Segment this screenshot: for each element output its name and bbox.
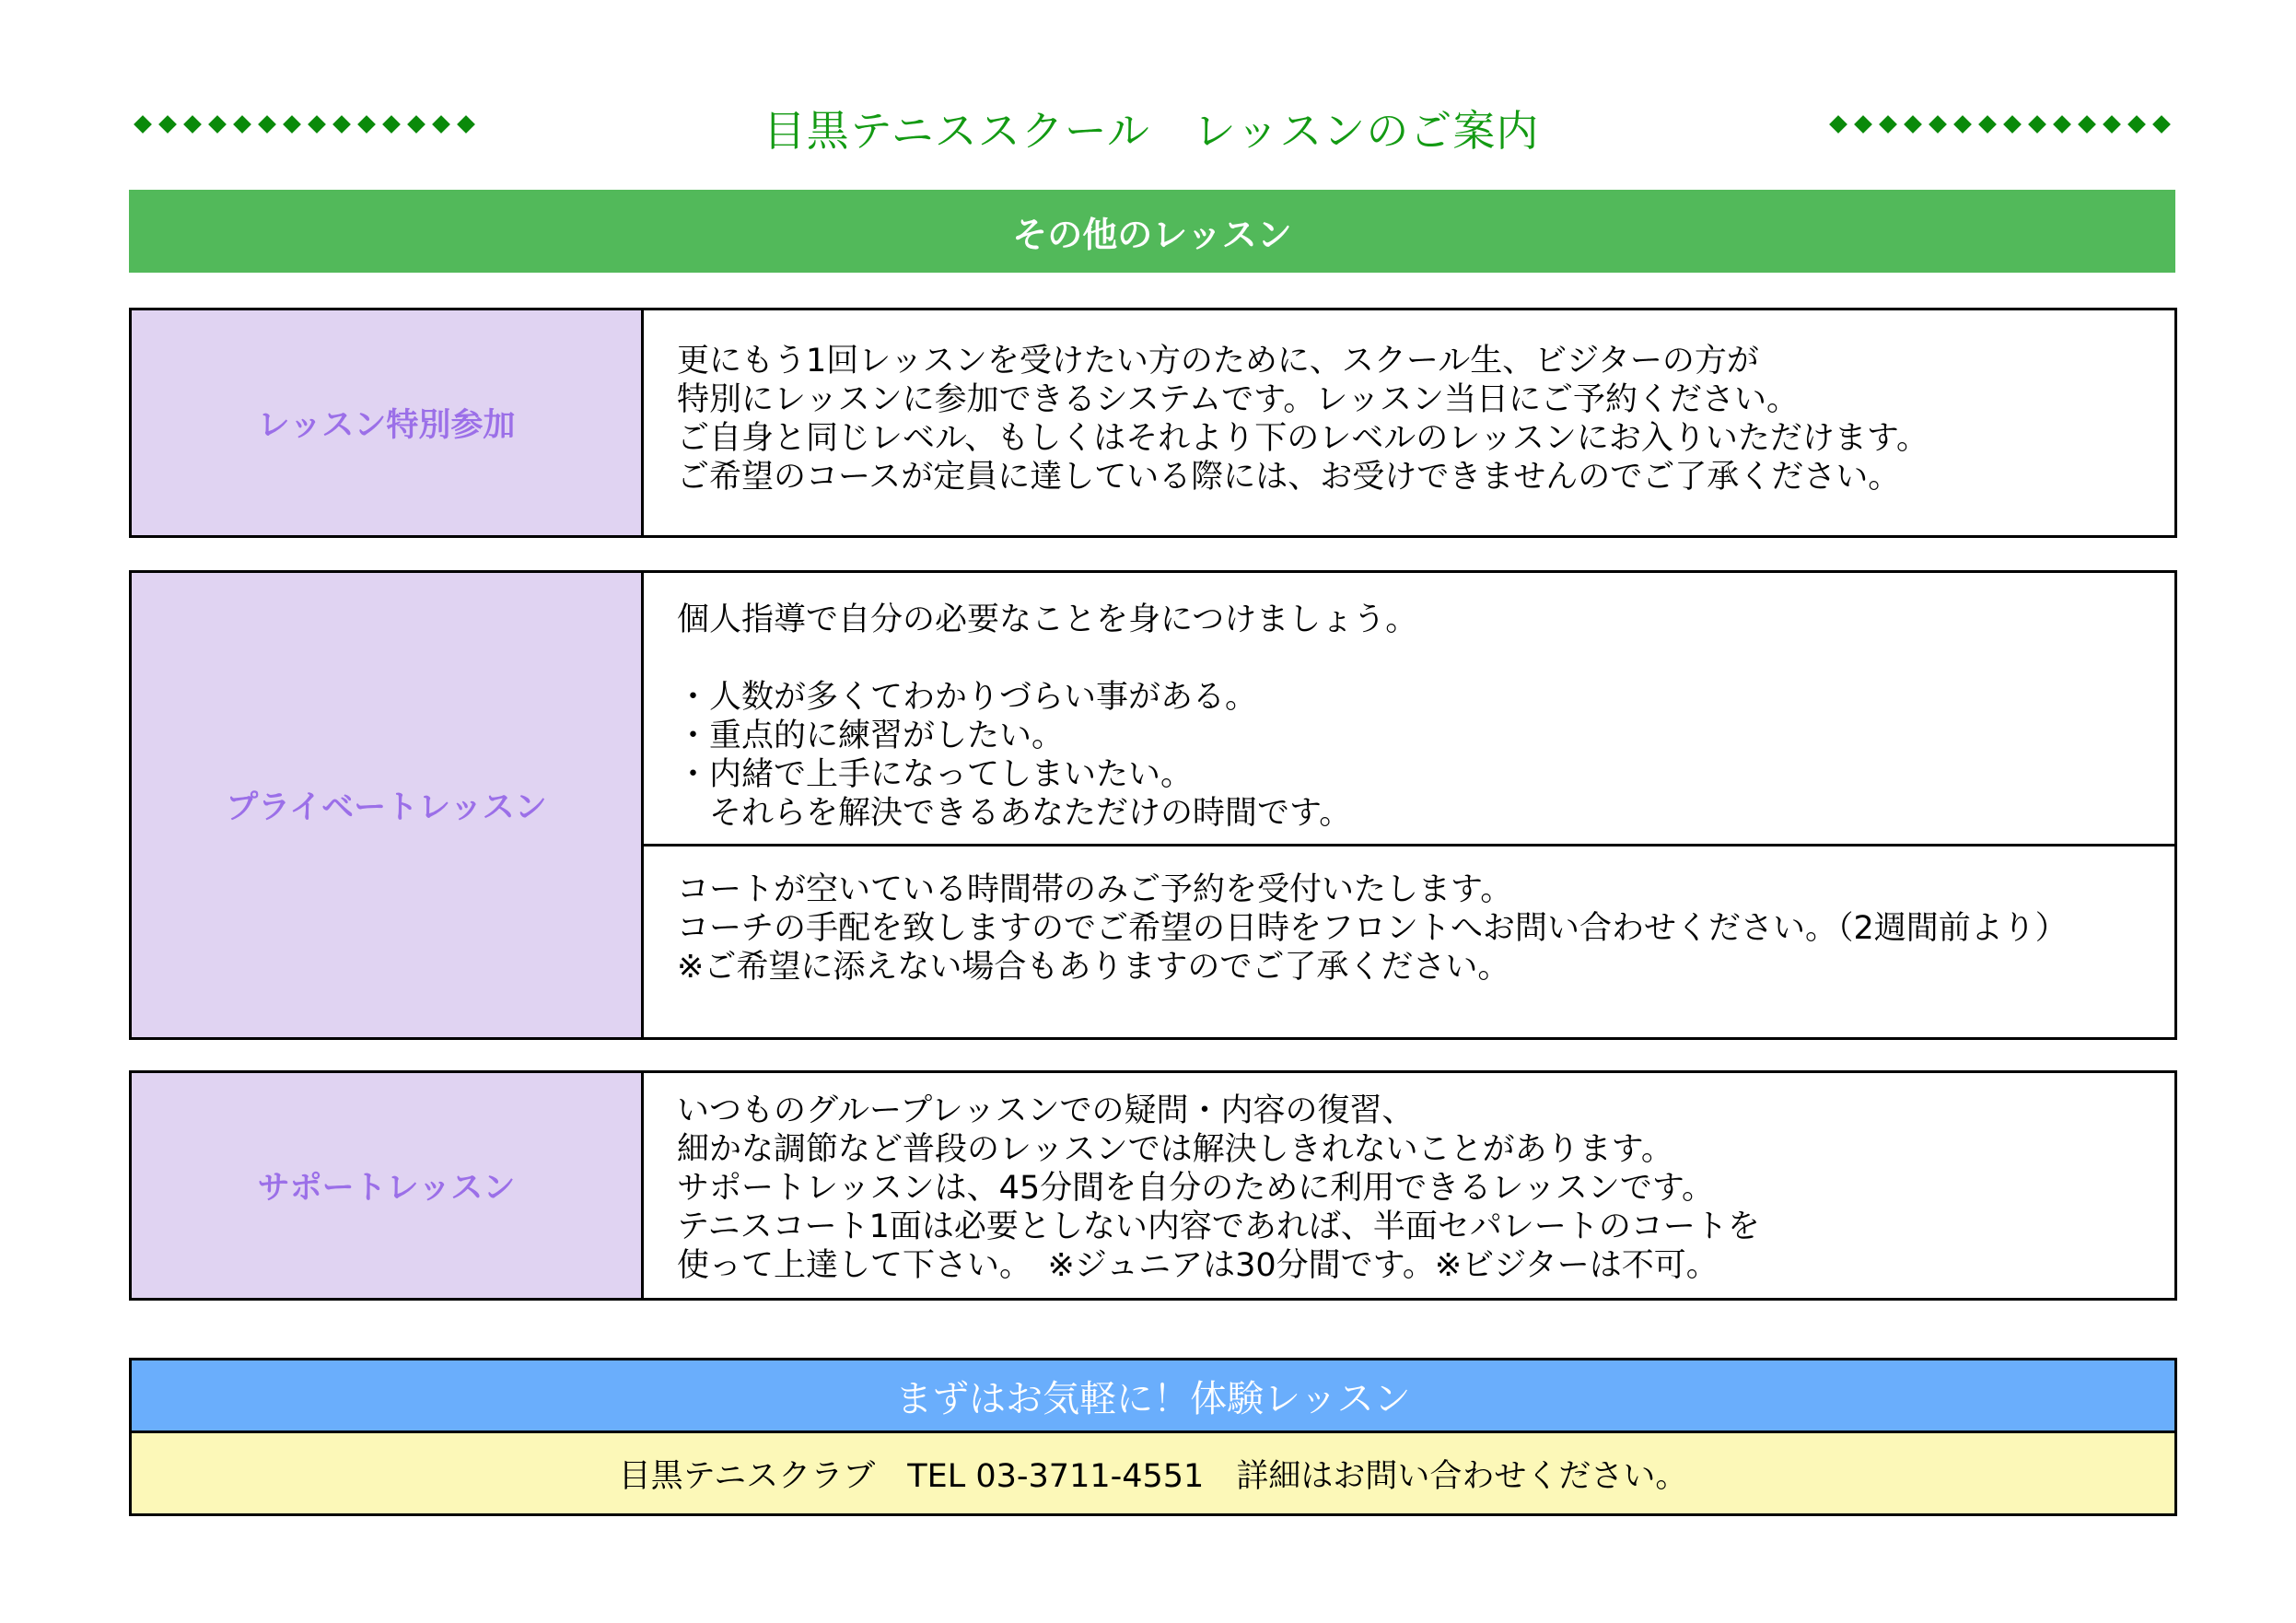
text-line: 細かな調節など普段のレッスンでは解決しきれないことがあります。 bbox=[677, 1131, 1673, 1168]
diamond-icon bbox=[2028, 115, 2046, 134]
lesson-description-support bbox=[644, 1073, 2174, 1285]
diamond-icon bbox=[2053, 115, 2071, 134]
trial-lesson-box bbox=[129, 1358, 2177, 1516]
text-line: コートが空いている時間帯のみご予約を受付いたします。 bbox=[677, 871, 1513, 908]
lesson-label-private: プライベートレッスン bbox=[132, 573, 644, 1037]
diamond-icon bbox=[1854, 115, 1872, 134]
diamond-icon bbox=[2127, 115, 2146, 134]
lesson-booking-private bbox=[644, 844, 2174, 1037]
text-line: サポートレッスンは、45分間を自分のために利用できるレッスンです。 bbox=[677, 1170, 1715, 1207]
text-line: ・内緒で上手になってしまいたい。 bbox=[677, 756, 1194, 793]
diamond-icon bbox=[1904, 115, 1922, 134]
diamond-icon bbox=[1978, 115, 1997, 134]
text-line: ・重点的に練習がしたい。 bbox=[677, 718, 1065, 754]
diamond-row-right bbox=[1832, 118, 2168, 131]
text-line bbox=[677, 639, 2174, 678]
diamond-icon bbox=[2078, 115, 2096, 134]
text-line: いつものグループレッスンでの疑問・内容の復習、 bbox=[677, 1092, 1415, 1129]
trial-lesson-heading: まずはお気軽に！体験レッスン bbox=[132, 1360, 2174, 1433]
text-line: ご希望のコースが定員に達している際には、お受けできませんのでご了承ください。 bbox=[677, 459, 1901, 496]
text-line: ・人数が多くてわかりづらい事がある。 bbox=[677, 679, 1258, 716]
lesson-label-support: サポートレッスン bbox=[132, 1073, 644, 1298]
text-line: 使って上達して下さい。 ※ジュニアは30分間です。※ビジターは不可。 bbox=[677, 1247, 1719, 1284]
page-header bbox=[129, 92, 2174, 166]
diamond-icon bbox=[2152, 115, 2171, 134]
lesson-box-support bbox=[129, 1070, 2177, 1301]
text-line: ※ご希望に添えない場合もありますのでご了承ください。 bbox=[677, 949, 1510, 986]
diamond-icon bbox=[1953, 115, 1972, 134]
text-line: テニスコート1面は必要としない内容であれば、半面セパレートのコートを bbox=[677, 1208, 1760, 1245]
text-line: それらを解決できるあなただけの時間です。 bbox=[677, 795, 1352, 832]
section-title: その他のレッスン bbox=[129, 190, 2175, 273]
text-line: 更にもう1回レッスンを受けたい方のために、スクール生、ビジターの方が bbox=[677, 343, 1759, 379]
diamond-icon bbox=[1829, 115, 1847, 134]
text-line: 特別にレッスンに参加できるシステムです。レッスン当日にご予約ください。 bbox=[677, 381, 1800, 418]
contact-info: 目黒テニスクラブ TEL 03-3711-4551 詳細はお問い合わせください。 bbox=[132, 1433, 2174, 1513]
diamond-icon bbox=[1879, 115, 1897, 134]
lesson-box-private bbox=[129, 570, 2177, 1040]
lesson-description-private bbox=[644, 573, 2174, 844]
diamond-icon bbox=[2103, 115, 2121, 134]
lesson-label-special: レッスン特別参加 bbox=[132, 310, 644, 535]
diamond-icon bbox=[1929, 115, 1947, 134]
text-line: 個人指導で自分の必要なことを身につけましょう。 bbox=[677, 601, 1418, 638]
lesson-box-special bbox=[129, 308, 2177, 538]
diamond-icon bbox=[2003, 115, 2022, 134]
lesson-description-special bbox=[644, 310, 2174, 496]
page-title: 目黒テニススクール レッスンのご案内 bbox=[763, 106, 1540, 156]
text-line: コーチの手配を致しますのでご希望の日時をフロントへお問い合わせください。（2週間前より） bbox=[677, 910, 2068, 947]
text-line: ご自身と同じレベル、もしくはそれより下のレベルのレッスンにお入りいただけます。 bbox=[677, 420, 1929, 457]
